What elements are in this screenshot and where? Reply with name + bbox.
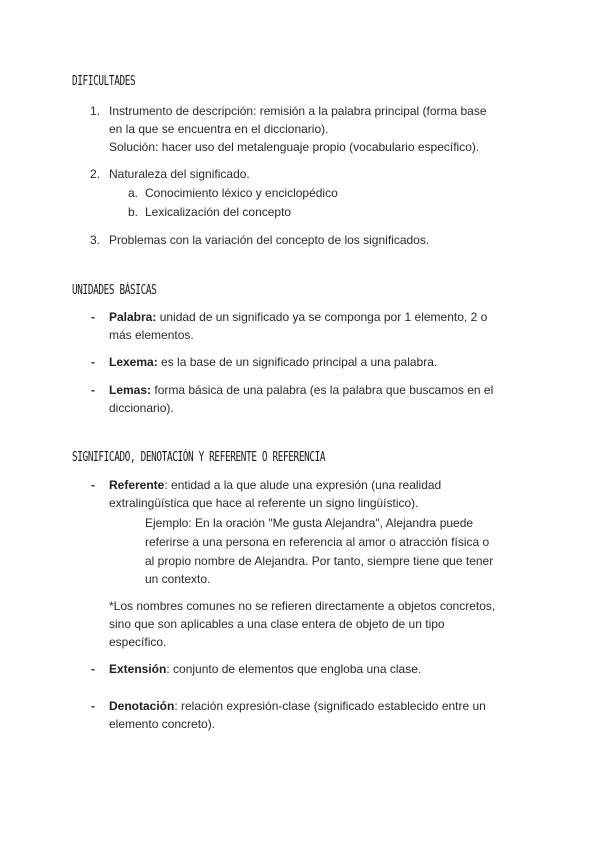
definition-text: forma básica de una palabra (es la palabra que buscamos en el: [151, 383, 494, 397]
definition-line: más elementos.: [109, 328, 194, 342]
term-lexema: Lexema:: [109, 355, 158, 369]
sublist-letter: a.: [128, 186, 139, 200]
definition-text: : conjunto de elementos que engloba una clase.: [166, 662, 422, 676]
bullet-dash: -: [91, 355, 95, 369]
definition-text: : entidad a la que alude una expresión (una realidad: [164, 478, 442, 492]
definition-line: [109, 353, 437, 371]
term-extension: Extensión: [109, 662, 167, 676]
definition-line: [109, 660, 421, 678]
list-number: 3.: [90, 233, 101, 247]
definition-line: [109, 308, 487, 326]
note-line: sino que son aplicables a una clase entera de objeto de un tipo: [109, 617, 445, 631]
definition-line: diccionario).: [109, 401, 174, 415]
term-denotacion: Denotación: [109, 699, 175, 713]
term-palabra: Palabra:: [109, 310, 157, 324]
sublist-item-text: Conocimiento léxico y enciclopédico: [145, 186, 338, 200]
example-line: Ejemplo: En la oración "Me gusta Alejandra", Alejandra puede: [145, 516, 474, 530]
term-referente: Referente: [109, 478, 165, 492]
definition-text: unidad de un significado ya se componga por 1 elemento, 2 o: [156, 310, 488, 324]
definition-line: [109, 476, 441, 494]
note-line: específico.: [109, 635, 167, 649]
heading-significado: SIGNIFICADO, DENOTACIÓN Y REFERENTE O REFERENCIA: [72, 450, 326, 465]
list-item-text: Naturaleza del significado.: [109, 167, 250, 181]
bullet-dash: -: [91, 310, 95, 324]
definition-line: [109, 381, 493, 399]
note-line: *Los nombres comunes no se refieren directamente a objetos concretos,: [109, 599, 496, 613]
list-item-text: en la que se encuentra en el diccionario).: [109, 122, 329, 136]
example-line: un contexto.: [145, 572, 211, 586]
sublist-item-text: Lexicalización del concepto: [145, 205, 292, 219]
example-line: referirse a una persona en referencia al amor o atracción física o: [145, 535, 490, 549]
list-item-text: Solución: hacer uso del metalenguaje propio (vocabulario específico).: [109, 140, 480, 154]
definition-text: es la base de un significado principal a una palabra.: [157, 355, 438, 369]
list-item-text: Instrumento de descripción: remisión a la palabra principal (forma base: [109, 104, 487, 118]
bullet-dash: -: [91, 478, 95, 492]
term-lemas: Lemas:: [109, 383, 152, 397]
heading-unidades-basicas: UNIDADES BÁSICAS: [72, 283, 157, 298]
definition-line: elemento concreto).: [109, 717, 216, 731]
example-line: al propio nombre de Alejandra. Por tanto, siempre tiene que tener: [145, 554, 494, 568]
sublist-letter: b.: [128, 205, 139, 219]
list-item-text: Problemas con la variación del concepto de los significados.: [109, 233, 430, 247]
bullet-dash: -: [91, 383, 95, 397]
definition-line: [109, 697, 486, 715]
list-number: 2.: [90, 167, 101, 181]
list-number: 1.: [90, 104, 101, 118]
definition-text: : relación expresión-clase (significado establecido entre un: [174, 699, 486, 713]
bullet-dash: -: [91, 699, 95, 713]
heading-dificultades: DIFICULTADES: [72, 74, 136, 89]
bullet-dash: -: [91, 662, 95, 676]
definition-line: extralingüística que hace al referente un signo lingüístico).: [109, 496, 419, 510]
